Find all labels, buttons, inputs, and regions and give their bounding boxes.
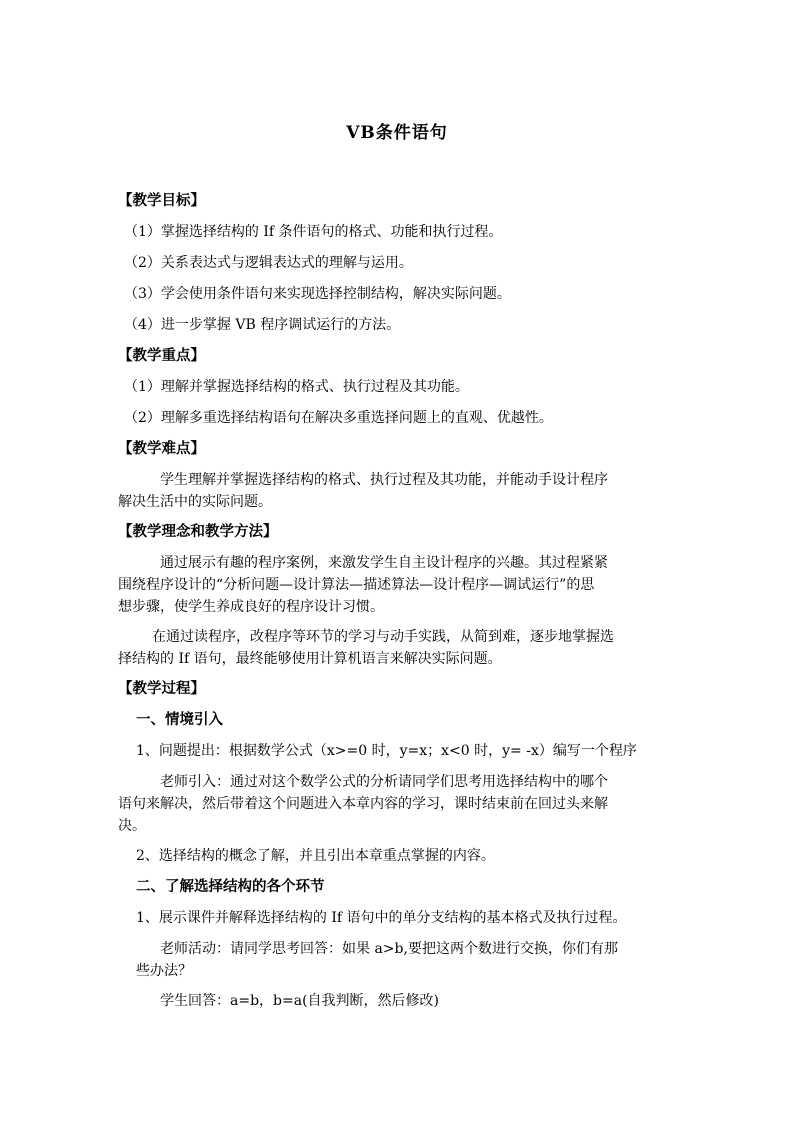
methods-p1-line-1: 通过展示有趣的程序案例，来激发学生自主设计程序的兴趣。其过程紧紧 [160,555,608,571]
goal-item-2: （2）关系表达式与逻辑表达式的理解与运用。 [124,255,413,271]
section-1-item-2: 2、选择结构的概念了解，并且引出本章重点掌握的内容。 [136,848,495,864]
goal-item-1: （1）掌握选择结构的 If 条件语句的格式、功能和执行过程。 [124,224,503,240]
section-1-item-1: 1、问题提出：根据数学公式（x>=0 时，y=x；x<0 时，y= -x）编写一个程序 [136,743,637,759]
difficulties-text-line-1: 学生理解并掌握选择结构的格式、执行过程及其功能，并能动手设计程序 [160,472,608,488]
section-2-item-1: 1、展示课件并解释选择结构的 If 语句中的单分支结构的基本格式及执行过程。 [136,910,627,926]
section-1-teacher-line-3: 决。 [118,818,146,834]
methods-p1-line-3: 想步骤，使学生养成良好的程序设计习惯。 [118,599,384,615]
methods-p2-line-2: 择结构的 If 语句，最终能够使用计算机语言来解决实际问题。 [118,651,502,667]
methods-p2-line-1: 在通过读程序，改程序等环节的学习与动手实践，从简到难，逐步地掌握选 [152,629,614,645]
key-point-item-2: （2）理解多重选择结构语句在解决多重选择问题上的直观、优越性。 [124,410,553,426]
section-2-teacher-line-1: 老师活动：请同学思考回答：如果 a>b,要把这两个数进行交换，你们有那 [160,941,618,957]
section-2-teacher-line-2: 些办法？ [136,963,192,979]
methods-heading: 【教学理念和教学方法】 [118,523,278,540]
section-2-student-answer: 学生回答：a=b，b=a(自我判断，然后修改) [160,993,440,1009]
section-1-title: 一、情境引入 [136,711,223,728]
goals-heading: 【教学目标】 [118,192,205,209]
goal-item-3: （3）学会使用条件语句来实现选择控制结构，解决实际问题。 [124,286,511,302]
difficulties-heading: 【教学难点】 [118,440,205,457]
document-title: VB条件语句 [346,123,448,143]
difficulties-text-line-2: 解决生活中的实际问题。 [118,494,272,510]
process-heading: 【教学过程】 [118,680,205,697]
section-1-teacher-line-1: 老师引入：通过对这个数学公式的分析请同学们思考用选择结构中的哪个 [160,774,608,790]
section-1-teacher-line-2: 语句来解决，然后带着这个问题进入本章内容的学习，课时结束前在回过头来解 [118,796,608,812]
key-point-item-1: （1）理解并掌握选择结构的格式、执行过程及其功能。 [124,379,469,395]
goal-item-4: （4）进一步掌握 VB 程序调试运行的方法。 [124,317,401,333]
key-points-heading: 【教学重点】 [118,347,205,364]
methods-p1-line-2: 围绕程序设计的“分析问题—设计算法—描述算法—设计程序—调试运行”的思 [118,577,595,593]
section-2-title: 二、了解选择结构的各个环节 [136,878,325,895]
